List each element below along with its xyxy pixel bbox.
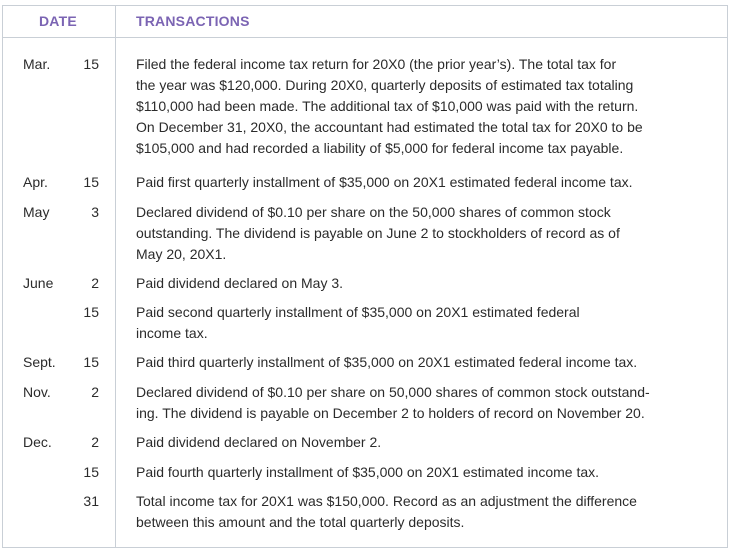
row-description	[136, 302, 716, 344]
row-description: Paid third quarterly installment of $35,000 on 20X1 estimated federal income tax.	[136, 354, 638, 370]
row-day: 31	[83, 493, 99, 509]
column-divider	[115, 6, 116, 547]
row-month: May	[23, 204, 50, 220]
row-day: 2	[91, 275, 99, 291]
row-day: 15	[83, 304, 99, 320]
row-description: Paid dividend declared on November 2.	[136, 434, 382, 450]
row-description: Paid fourth quarterly installment of $35,000 on 20X1 estimated income tax.	[136, 464, 600, 480]
row-day: 2	[91, 434, 99, 450]
description-line: Declared dividend of $0.10 per share on 50,000 shares of common stock outstand-	[136, 384, 650, 400]
row-month: Mar.	[23, 56, 51, 72]
description-line: Filed the federal income tax return for 20X0 (the prior year’s). The total tax for	[136, 56, 617, 72]
row-description	[136, 202, 716, 265]
description-line: On December 31, 20X0, the accountant had estimated the total tax for 20X0 to be	[136, 119, 643, 135]
transactions-column-header: TRANSACTIONS	[136, 13, 250, 29]
row-day: 15	[83, 354, 99, 370]
row-month: Dec.	[23, 434, 52, 450]
row-day: 15	[83, 464, 99, 480]
description-line: Paid second quarterly installment of $35,000 on 20X1 estimated federal	[136, 304, 580, 320]
description-line: outstanding. The dividend is payable on June 2 to stockholders of record as of	[136, 225, 620, 241]
description-line: May 20, 20X1.	[136, 246, 227, 262]
description-line: Total income tax for 20X1 was $150,000. Record as an adjustment the difference	[136, 493, 637, 509]
row-month: Apr.	[23, 174, 48, 190]
description-line: between this amount and the total quarterly deposits.	[136, 514, 465, 530]
description-line: income tax.	[136, 325, 208, 341]
description-line: $110,000 had been made. The additional tax of $10,000 was paid with the return.	[136, 98, 639, 114]
description-line: ing. The dividend is payable on December 2 to holders of record on November 20.	[136, 405, 645, 421]
row-day: 15	[83, 56, 99, 72]
row-description: Paid dividend declared on May 3.	[136, 275, 344, 291]
row-month: Nov.	[23, 384, 51, 400]
row-month: June	[23, 275, 54, 291]
description-line: Declared dividend of $0.10 per share on the 50,000 shares of common stock	[136, 204, 611, 220]
date-column-header: DATE	[39, 13, 77, 29]
row-month: Sept.	[23, 354, 56, 370]
transactions-table	[2, 5, 728, 548]
row-day: 15	[83, 174, 99, 190]
description-line: $105,000 and had recorded a liability of $5,000 for federal income tax payable.	[136, 140, 624, 156]
row-description	[136, 54, 716, 159]
row-description: Paid first quarterly installment of $35,000 on 20X1 estimated federal income tax.	[136, 174, 633, 190]
header-divider	[3, 37, 727, 38]
description-line: the year was $120,000. During 20X0, quarterly deposits of estimated tax totaling	[136, 77, 634, 93]
row-description	[136, 382, 716, 424]
row-description	[136, 491, 716, 533]
row-day: 3	[91, 204, 99, 220]
row-day: 2	[91, 384, 99, 400]
